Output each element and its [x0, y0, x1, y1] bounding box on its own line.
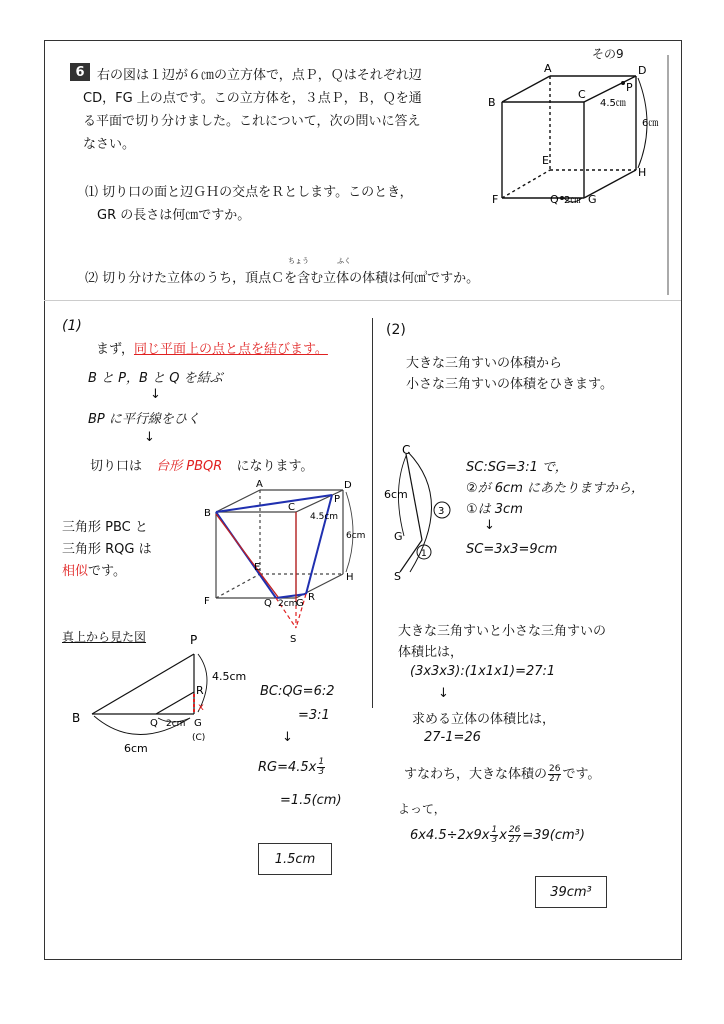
similar-line-1: 三角形 PBC と [62, 520, 148, 535]
calc3-text: RG=4.5x [258, 760, 317, 775]
top-view-title: 真上から見た図 [62, 630, 147, 644]
tv-label-Q: Q [150, 718, 158, 729]
dim-6: 6㎝ [642, 118, 659, 129]
part1-intro [96, 338, 328, 357]
vol6-b: です。 [562, 767, 601, 782]
vol6-num: 26 [549, 764, 561, 774]
problem-line-3: る平面で切り分けました。これについて，次の問いに答え [83, 114, 421, 129]
part2-intro-1: 大きな三角すいの体積から [406, 356, 563, 371]
side-ratio-1: 1 [421, 549, 427, 559]
final-x: x [499, 828, 507, 843]
tv-label-B: B [72, 711, 81, 725]
calc-line-3 [258, 758, 326, 777]
side-label-G: G [394, 530, 403, 543]
ruby-choten: ちょう [288, 257, 309, 265]
part1-arrow2: ↓ [144, 430, 155, 445]
label-Q: Q [550, 193, 559, 206]
dim-4-5: 4.5㎝ [600, 98, 626, 109]
final-expression [410, 826, 585, 845]
problem-number: 6 [70, 63, 90, 81]
part1-line1: B と P，B と Q を結ぶ [88, 371, 223, 386]
cube2-label-B: B [204, 508, 211, 519]
vol6-den: 27 [549, 774, 561, 784]
cube2-label-F: F [204, 596, 210, 607]
side-label-C: C [402, 443, 411, 457]
ratio-line-3 [466, 498, 523, 517]
calc-line-2: =3:1 [298, 708, 330, 723]
problem-line-2: CD，FG 上の点です。この立方体を，３点Ｐ，Ｂ，Ｑを通 [83, 91, 422, 106]
side-label-S: S [394, 570, 401, 583]
calc-line-4: =1.5(cm) [280, 793, 342, 808]
ratio2-text: が 6cm にあたりますから， [477, 481, 645, 496]
label-P: P [626, 81, 633, 94]
final-f2n: 26 [508, 825, 521, 835]
similar-end: です。 [88, 564, 126, 579]
answer-box-1: 1.5cm [258, 843, 332, 875]
volume-line-7: よって， [398, 802, 446, 816]
final-a: 6x4.5÷2x9x [410, 828, 490, 843]
volume-line-5: 27-1=26 [424, 730, 481, 745]
tv-dim-2: 2cm [166, 719, 186, 729]
cube2-label-C: C [288, 502, 295, 513]
part2-intro-2: 小さな三角すいの体積をひきます。 [406, 377, 613, 392]
part1-arrow1: ↓ [150, 387, 161, 402]
final-f1n: 1 [491, 825, 498, 835]
part1-header: (1) [62, 318, 82, 334]
cube2-label-P: P [334, 494, 341, 505]
cube2-label-D: D [344, 480, 352, 491]
ratio-line-1: SC:SG=3:1 で， [466, 460, 568, 475]
cube2-label-R: R [308, 592, 315, 603]
label-A: A [544, 62, 552, 75]
cube2-label-Q: Q [264, 598, 272, 609]
tv-dim-6: 6cm [124, 742, 148, 755]
cube2-label-G: G [296, 598, 304, 609]
tv-label-x: x [198, 702, 204, 713]
volume-line-1: 大きな三角すいと小さな三角すいの [398, 624, 607, 639]
label-G: G [588, 193, 597, 206]
tv-label-R: R [196, 684, 204, 697]
side-ratio-3: 3 [438, 506, 445, 517]
cube2-label-H: H [346, 572, 354, 583]
similar-line-3 [62, 560, 126, 579]
cube2-dim-45: 4.5cm [310, 512, 339, 522]
final-f2d: 27 [508, 835, 521, 845]
cube2-dim-6: 6cm [346, 531, 366, 541]
ratio3-circle: ① [466, 502, 478, 517]
label-C: C [578, 88, 586, 101]
tv-label-P: P [190, 633, 198, 647]
tv-label-C: (C) [192, 733, 206, 743]
part1-intro-red: 同じ平面上の点と点を結びます。 [133, 342, 328, 357]
part1-line3-red: 台形 PBQR [156, 459, 223, 474]
label-D: D [638, 64, 647, 77]
final-frac1 [490, 826, 498, 845]
calc3-den: 3 [318, 767, 325, 777]
tv-dim-45: 4.5cm [212, 670, 247, 683]
scrollbar[interactable] [667, 55, 669, 295]
ratio-line-2 [466, 477, 644, 496]
question-1-line-1: ⑴ 切り口の面と辺ＧＨの交点をＲとします。このとき， [85, 185, 413, 200]
side-view-diagram [384, 440, 464, 590]
similar-red: 相似 [62, 564, 89, 579]
cube-diagram-top [480, 60, 676, 210]
similar-line-2: 三角形 RQG は [62, 542, 152, 557]
question-1-line-2: GR の長さは何㎝ですか。 [97, 208, 251, 223]
volume-line-2: 体積比は， [398, 645, 464, 660]
page-tag: その9 [592, 47, 624, 61]
label-F: F [492, 193, 499, 206]
side-dim-6: 6cm [384, 488, 408, 501]
answer-box-2: 39cm³ [535, 876, 607, 908]
cube2-label-E: E [254, 562, 261, 573]
top-view-diagram [66, 618, 266, 768]
cube2-dim-2: 2cm [278, 599, 298, 609]
part1-line3-a: 切り口は [90, 459, 143, 474]
section-divider [44, 300, 681, 301]
volume-line-3: (3x3x3):(1x1x1)=27:1 [410, 664, 556, 679]
part1-line3-b: になります。 [236, 459, 314, 474]
problem-line-1: 右の図は１辺が６㎝の立方体で，点Ｐ，Ｑはそれぞれ辺 [97, 68, 422, 83]
cube2-label-S: S [290, 634, 297, 645]
ratio2-circle: ② [466, 481, 478, 496]
calc-line-1: BC:QG=6:2 [260, 684, 335, 699]
volume-arrow: ↓ [438, 686, 449, 701]
calc3-num: 1 [318, 757, 325, 767]
calc-arrow: ↓ [282, 730, 293, 745]
label-B: B [488, 96, 496, 109]
ratio-line-4: SC=3x3=9cm [466, 542, 558, 557]
label-H: H [638, 166, 647, 179]
part1-line2: BP に平行線をひく [88, 412, 200, 427]
column-divider [372, 318, 373, 708]
dim-2: 2㎝ [564, 195, 581, 206]
vol6-fraction [548, 765, 561, 784]
part1-line3 [90, 455, 313, 474]
tv-label-G: G [194, 718, 202, 729]
question-2: ⑵ 切り分けた立体のうち，頂点Ｃを含む立体の体積は何㎤ですか。 [85, 271, 480, 286]
label-E: E [542, 154, 549, 167]
part1-intro-text: まず， [96, 342, 134, 357]
problem-line-4: なさい。 [83, 137, 136, 152]
calc3-fraction [317, 758, 325, 777]
volume-line-4: 求める立体の体積比は， [412, 712, 556, 727]
ruby-fukumu: ふく [337, 257, 351, 265]
volume-line-6 [404, 763, 600, 784]
final-frac2 [508, 826, 521, 845]
ratio3-text: は 3cm [477, 502, 523, 517]
cube2-label-A: A [256, 479, 263, 490]
final-f1d: 3 [491, 835, 498, 845]
final-b: =39(cm³) [522, 828, 585, 843]
ratio-arrow: ↓ [484, 518, 495, 533]
part2-header: (2) [386, 322, 406, 338]
vol6-a: すなわち，大きな体積の [404, 767, 548, 782]
